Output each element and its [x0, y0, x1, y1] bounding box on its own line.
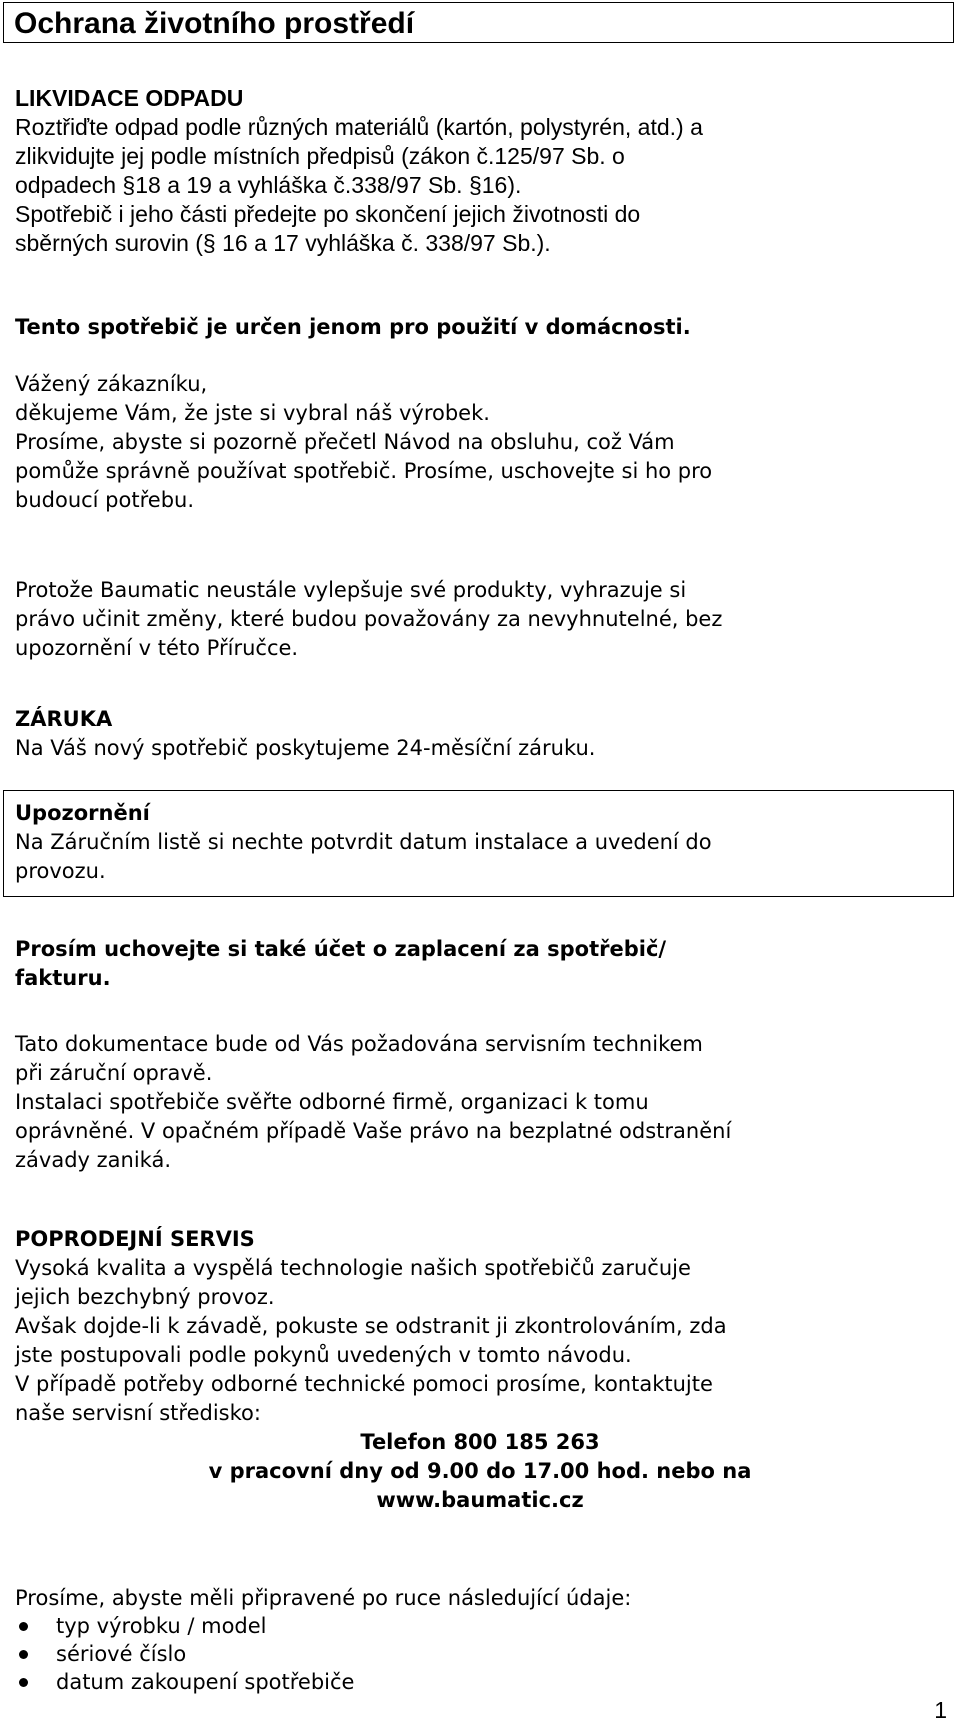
notice-line: Na Záručním listě si nechte potvrdit datum instalace a uvedení do — [15, 830, 712, 854]
rights-line: upozornění v této Příručce. — [15, 636, 299, 660]
receipt-section — [15, 935, 945, 993]
service-section — [15, 1225, 945, 1515]
waste-section — [15, 84, 945, 258]
notice-section — [15, 799, 945, 886]
greeting-line: Vážený zákazníku, — [15, 372, 208, 396]
docs-line: oprávněné. V opačném případě Vaše právo na bezplatné odstranění — [15, 1119, 732, 1143]
notice-heading: Upozornění — [15, 801, 150, 825]
service-line: jejich bezchybný provoz. — [15, 1285, 275, 1309]
rights-section — [15, 576, 945, 663]
waste-line: sběrných surovin (§ 16 a 17 vyhláška č. 338/97 Sb.). — [15, 230, 551, 256]
household-notice: Tento spotřebič je určen jenom pro použití v domácnosti. — [15, 315, 691, 339]
service-heading: POPRODEJNÍ SERVIS — [15, 1227, 255, 1251]
waste-heading: LIKVIDACE ODPADU — [15, 85, 244, 111]
service-phone: Telefon 800 185 263 — [360, 1430, 600, 1454]
docs-section — [15, 1030, 945, 1175]
list-item-label: typ výrobku / model — [56, 1614, 267, 1638]
greeting-line: Prosíme, abyste si pozorně přečetl Návod na obsluhu, což Vám — [15, 430, 675, 454]
list-item — [15, 1612, 945, 1640]
docs-line: závady zaniká. — [15, 1148, 171, 1172]
greeting-section — [15, 370, 945, 515]
service-line: jste postupovali podle pokynů uvedených v tomto návodu. — [15, 1343, 632, 1367]
service-line: Vysoká kvalita a vyspělá technologie našich spotřebičů zaručuje — [15, 1256, 691, 1280]
service-hours: v pracovní dny od 9.00 do 17.00 hod. nebo na — [208, 1459, 752, 1483]
greeting-line: děkujeme Vám, že jste si vybral náš výrobek. — [15, 401, 490, 425]
rights-line: právo učinit změny, které budou považovány za nevyhnutelné, bez — [15, 607, 723, 631]
waste-line: Spotřebič i jeho části předejte po skončení jejich životnosti do — [15, 201, 641, 227]
list-item-label: datum zakoupení spotřebiče — [56, 1670, 355, 1694]
bullet-icon — [19, 1650, 28, 1659]
page-number: 1 — [934, 1697, 947, 1723]
waste-line: zlikvidujte jej podle místních předpisů (zákon č.125/97 Sb. o — [15, 143, 625, 169]
prepare-intro: Prosíme, abyste měli připravené po ruce následující údaje: — [15, 1586, 632, 1610]
bullet-icon — [19, 1622, 28, 1631]
bullet-icon — [19, 1678, 28, 1687]
page-title: Ochrana životního prostředí — [3, 2, 954, 43]
notice-line: provozu. — [15, 859, 106, 883]
service-line: Avšak dojde-li k závadě, pokuste se odstranit ji zkontrolováním, zda — [15, 1314, 727, 1338]
receipt-line: fakturu. — [15, 966, 111, 990]
warranty-section — [15, 705, 945, 763]
service-line: naše servisní středisko: — [15, 1401, 261, 1425]
prepare-section — [15, 1584, 945, 1696]
receipt-line: Prosím uchovejte si také účet o zaplacení za spotřebič/ — [15, 937, 667, 961]
service-web-link[interactable]: www.baumatic.cz — [376, 1488, 584, 1512]
warranty-heading: ZÁRUKA — [15, 707, 113, 731]
service-line: V případě potřeby odborné technické pomoci prosíme, kontaktujte — [15, 1372, 713, 1396]
list-item — [15, 1668, 945, 1696]
list-item — [15, 1640, 945, 1668]
prepare-list — [15, 1612, 945, 1696]
waste-line: odpadech §18 a 19 a vyhláška č.338/97 Sb. §16). — [15, 172, 522, 198]
docs-line: Instalaci spotřebiče svěřte odborné firmě, organizaci k tomu — [15, 1090, 649, 1114]
list-item-label: sériové číslo — [56, 1642, 187, 1666]
warranty-text: Na Váš nový spotřebič poskytujeme 24-měsíční záruku. — [15, 736, 596, 760]
greeting-line: pomůže správně používat spotřebič. Prosíme, uschovejte si ho pro — [15, 459, 713, 483]
docs-line: Tato dokumentace bude od Vás požadována servisním technikem — [15, 1032, 703, 1056]
docs-line: při záruční opravě. — [15, 1061, 213, 1085]
rights-line: Protože Baumatic neustále vylepšuje své produkty, vyhrazuje si — [15, 578, 687, 602]
greeting-line: budoucí potřebu. — [15, 488, 195, 512]
waste-line: Roztřiďte odpad podle různých materiálů (kartón, polystyrén, atd.) a — [15, 114, 703, 140]
